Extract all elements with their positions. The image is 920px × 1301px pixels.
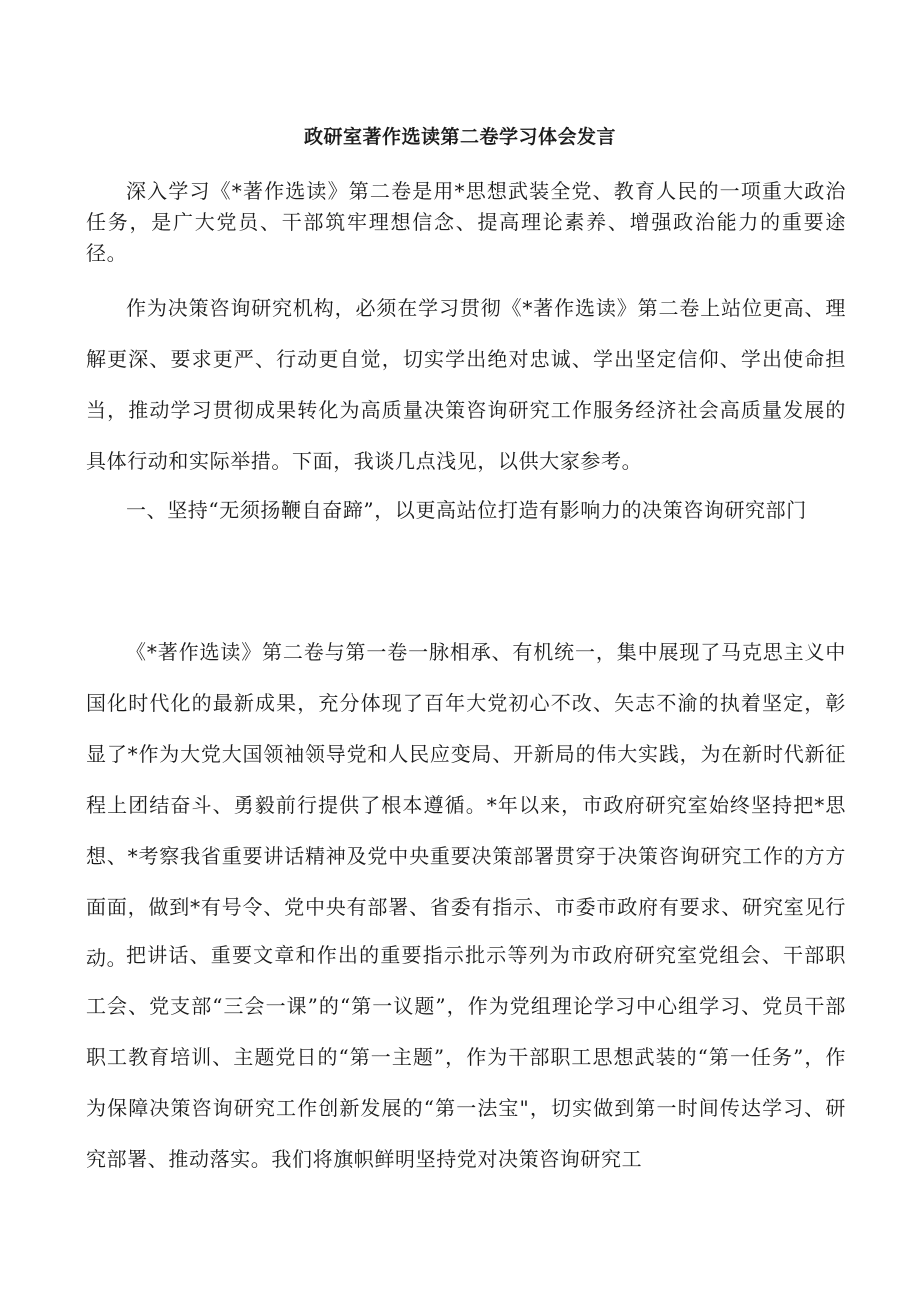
paragraph-body-2: 把讲话、重要文章和作出的重要指示批示等列为市政府研究室党组会、干部职工会、党支部“三会一课”的“第一议题”，作为党组理论学习中心组学习、党员干部职工教育培训、主题党日的“第一主题”，作为干部职工思想武装的“第一任务”，作为保障决策咨询研究工作创新发展的“第一法宝"，切实做到第一时间传达学习、研究部署、推动落实。我们将旗帜鲜明坚持党对决策咨询研究工 [86,943,846,1171]
section-heading-1: 一、坚持“无须扬鞭自奋蹄”，以更高站位打造有影响力的决策咨询研究部门 [126,498,807,522]
paragraph-purpose: 作为决策咨询研究机构，必须在学习贯彻《*著作选读》第二卷上站位更高、理解更深、要求更严、行动更自觉，切实学出绝对忠诚、学出坚定信仰、学出使命担当，推动学习贯彻成果转化为高质量决策咨询研究工作服务经济社会高质量发展的具体行动和实际举措。下面，我谈几点浅见，以供大家参考。 [86,296,846,473]
paragraph-body-1: 《*著作选读》第二卷与第一卷一脉相承、有机统一，集中展现了马克思主义中国化时代化的最新成果，充分体现了百年大党初心不改、矢志不渝的执着坚定，彰显了*作为大党大国领袖领导党和人民应变局、开新局的伟大实践，为在新时代新征程上团结奋斗、勇毅前行提供了根本遵循。*年以来，市政府研究室始终坚持把*思想、*考察我省重要讲话精神及党中央重要决策部署贯穿于决策咨询研究工作的方方面面，做到*有号令、党中央有部署、省委有指示、市委市政府有要求、研究室见行动。 [86,640,846,970]
paragraph-intro: 深入学习《*著作选读》第二卷是用*思想武装全党、教育人民的一项重大政治任务，是广大党员、干部筑牢理想信念、提高理论素养、增强政治能力的重要途径。 [86,179,846,265]
document-title: 政研室著作选读第二卷学习体会发言 [303,126,616,148]
